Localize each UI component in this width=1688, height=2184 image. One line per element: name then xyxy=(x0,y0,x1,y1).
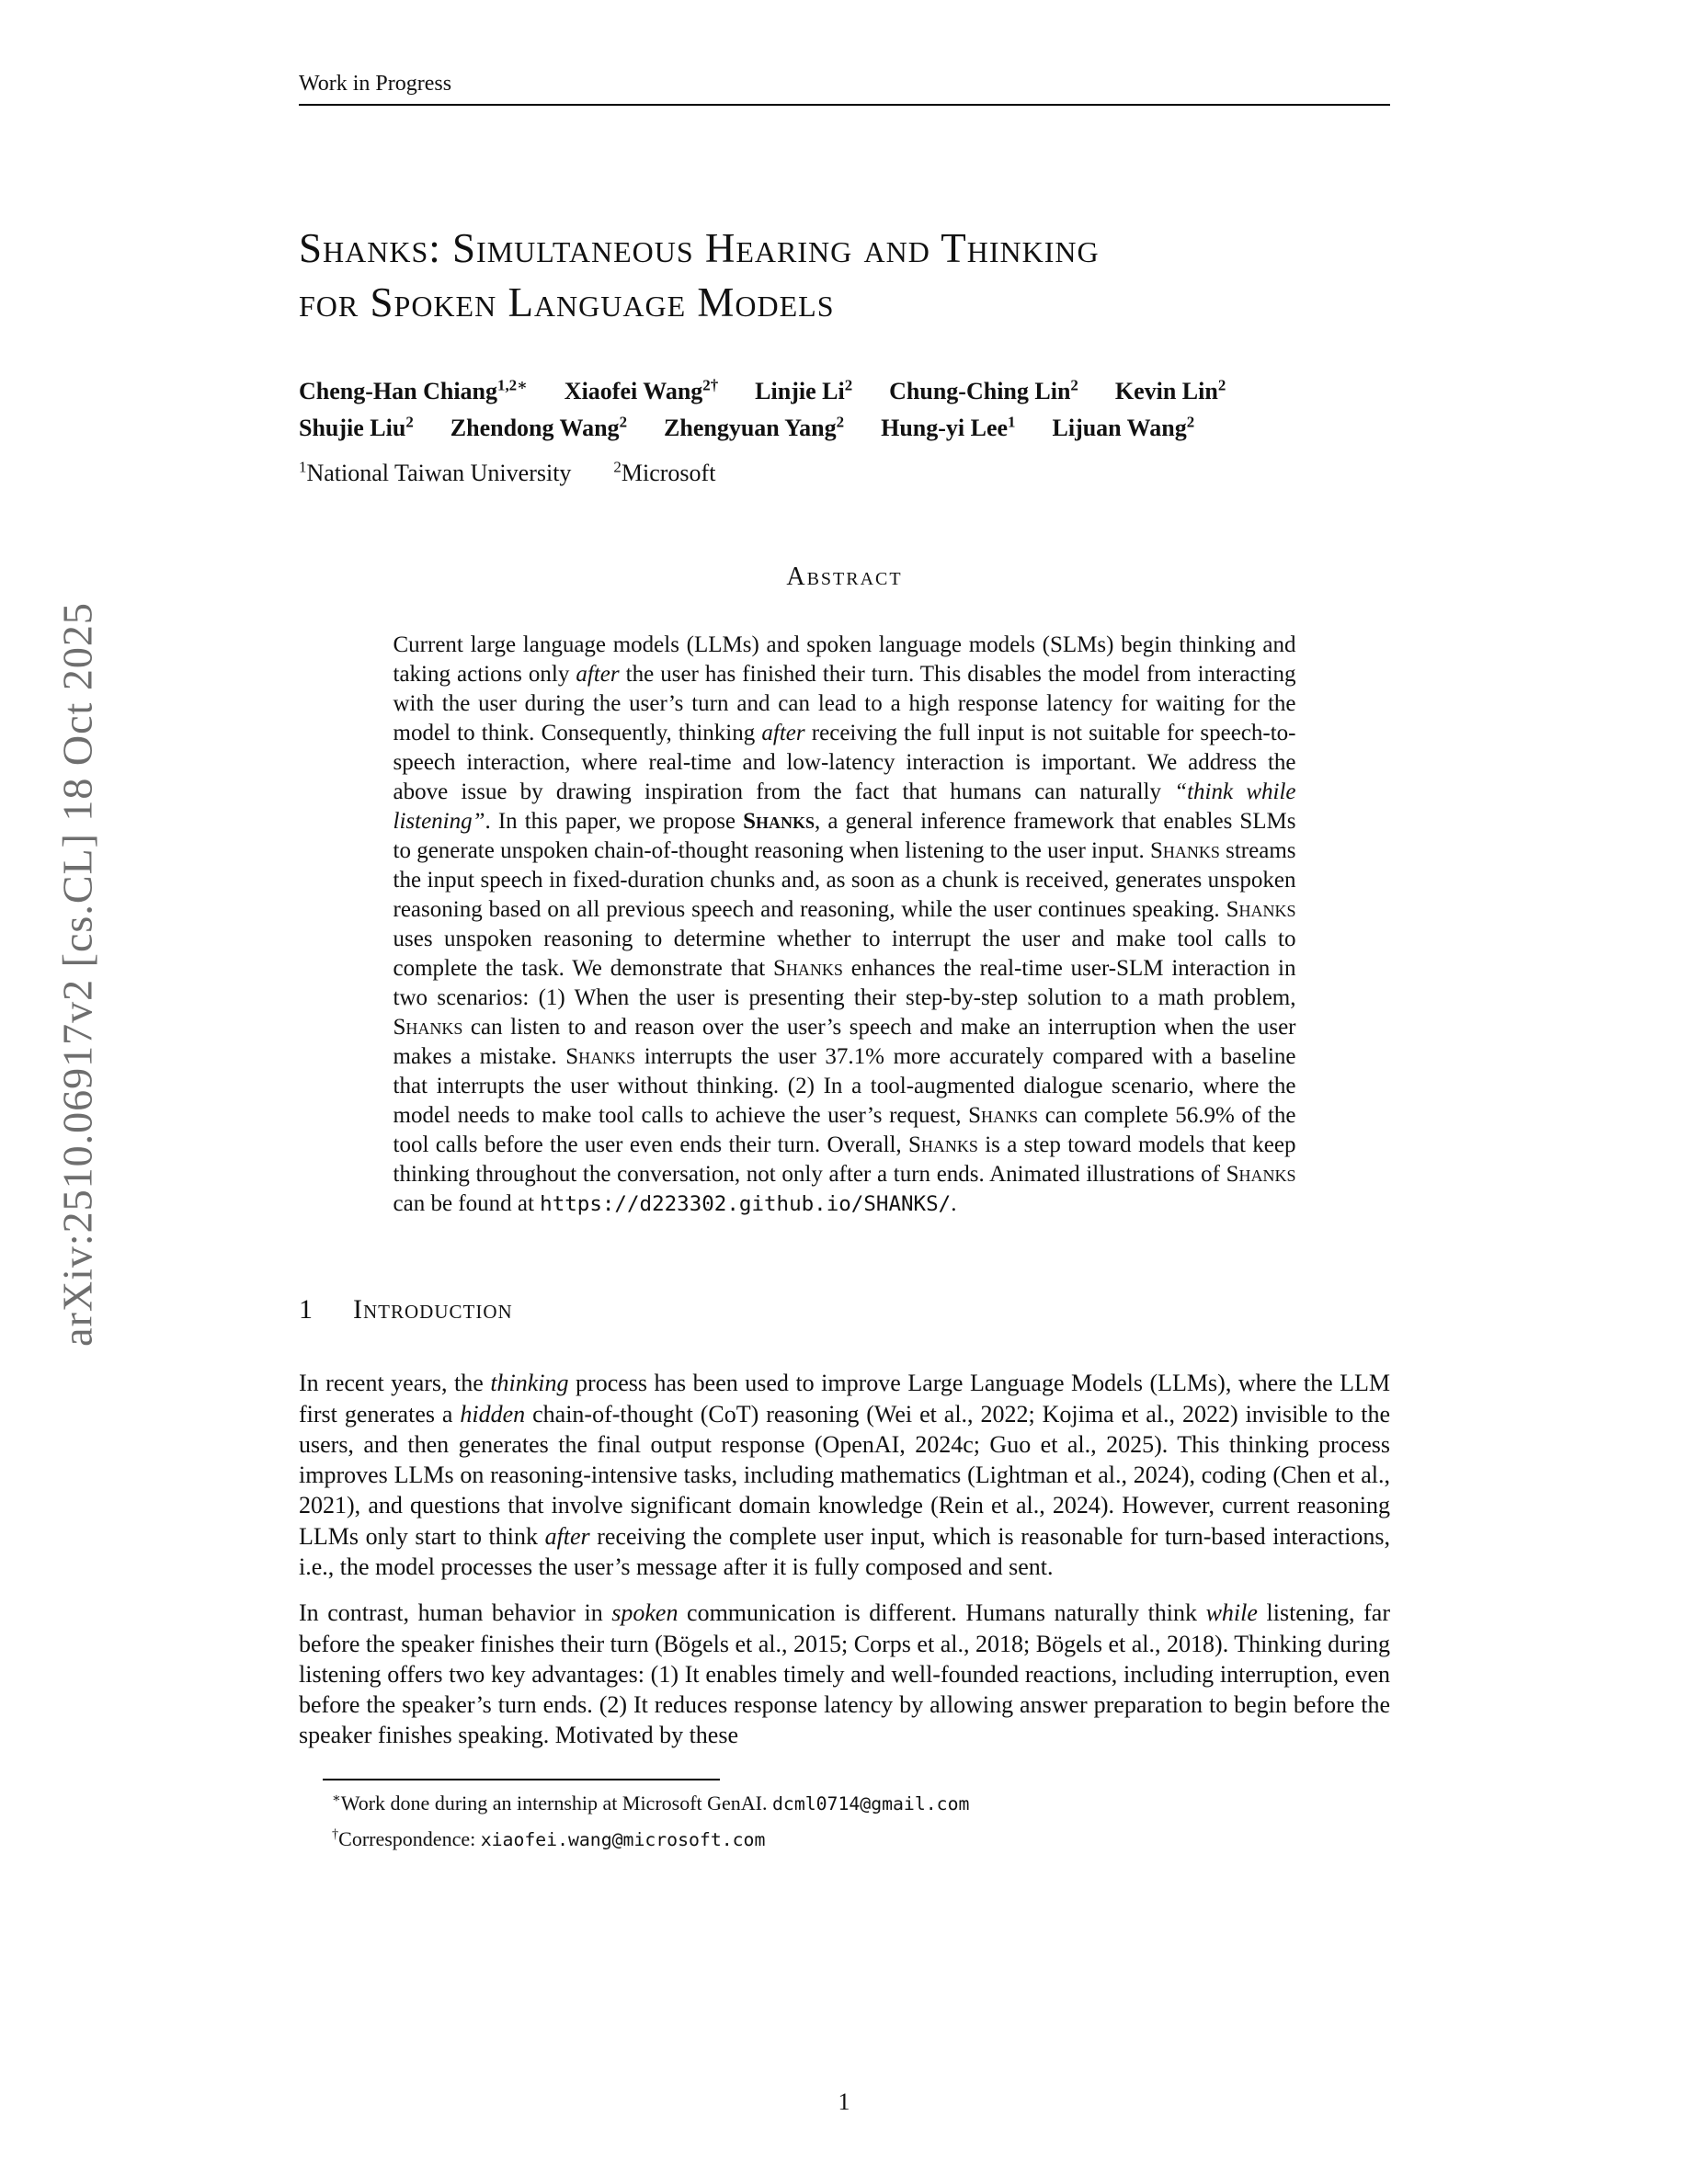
section-number: 1 xyxy=(299,1294,313,1325)
text-run: communication is different. Humans naturally think xyxy=(678,1599,1206,1627)
section-title: Introduction xyxy=(353,1294,513,1325)
footnotes xyxy=(299,1779,1390,1852)
author-name: Kevin Lin xyxy=(1114,377,1218,404)
text-run: streams the input speech in fixed-duration chunks and, as soon as a chunk is received, generates unspoken reasoning based on all previous speech and reasoning, while the user continues speaking. xyxy=(393,838,1296,923)
author-name: Shujie Liu xyxy=(299,415,406,442)
text-run: the user has finished their turn. This disables the model from interacting with the user during the user’s turn and can lead to a high response latency for waiting for the model to think. Consequently, thinking xyxy=(393,662,1296,746)
author-name: Lijuan Wang xyxy=(1052,415,1187,442)
footnote-2 xyxy=(299,1826,1390,1852)
text-run: . In this paper, we propose xyxy=(485,809,744,835)
footnote-1 xyxy=(299,1790,1390,1816)
title-line-2: for Spoken Language Models xyxy=(299,279,835,326)
text-run: In contrast, human behavior in xyxy=(299,1599,612,1627)
text-run: interrupts the user 37.1% more accurately compared with a baseline that interrupts the user without thinking. (2) In a tool-augmented dialogue scenario, where the model needs to make tool calls to achieve the user’s request, xyxy=(393,1044,1296,1129)
text-run: receiving the full input is not suitable for speech-to-speech interaction, where real-time and low-latency interaction is important. We address the above issue by drawing inspiration from the fact that humans can naturally xyxy=(393,721,1296,805)
intro-paragraph-2 xyxy=(299,1598,1390,1750)
affiliation-name: National Taiwan University xyxy=(306,460,572,487)
author-cheng-han-chiang xyxy=(299,373,528,410)
text-run: can listen to and reason over the user’s speech and make an interruption when the user makes a mistake. xyxy=(393,1015,1296,1070)
author-superscript: 2 xyxy=(1217,376,1226,394)
text-run: listening, far before the speaker finishes their turn (Bögels et al., 2015; Corps et al., 2018; Bögels et al., 2018). Thinking during listening offers two key advantages: (1) It enables timely and well-founded reactions, including interruption, even before the speaker’s turn ends. (2) It reduces response latency by allowing answer preparation to begin before the speaker finishes speaking. Motivated by these xyxy=(299,1599,1390,1749)
author-block xyxy=(299,373,1390,448)
author-row-2 xyxy=(299,410,1390,447)
shanks-demo-link[interactable]: https://d223302.github.io/SHANKS/ xyxy=(540,1192,952,1217)
text-run: Correspondence: xyxy=(338,1826,481,1850)
text-run: . xyxy=(951,1191,957,1217)
author-superscript: 2 xyxy=(405,413,414,431)
abstract-heading: Abstract xyxy=(786,563,903,592)
text-run: after xyxy=(544,1522,590,1550)
text-run: can be found at xyxy=(393,1191,541,1217)
author-superscript: 2† xyxy=(702,376,719,394)
text-run: Shanks xyxy=(968,1103,1039,1129)
text-run: spoken xyxy=(611,1599,679,1627)
text-run: Shanks xyxy=(1149,838,1220,864)
paper-title xyxy=(299,222,1390,331)
running-header-text: Work in Progress xyxy=(299,72,452,96)
affiliation-superscript: 2 xyxy=(613,458,622,476)
author-xiaofei-wang xyxy=(565,373,718,410)
text-run: after xyxy=(576,662,620,688)
author-shujie-liu xyxy=(299,410,414,447)
author-lijuan-wang xyxy=(1053,410,1195,447)
page-number: 1 xyxy=(838,2088,850,2115)
author-name: Chung-Ching Lin xyxy=(889,377,1071,404)
author-zhengyuan-yang xyxy=(664,410,844,447)
author-superscript: 1,2∗ xyxy=(497,376,528,394)
text-run: hidden xyxy=(460,1400,526,1428)
author-linjie-li xyxy=(755,373,852,410)
text-run: while xyxy=(1205,1599,1258,1627)
affiliation-superscript: 1 xyxy=(299,458,307,476)
arxiv-stamp: arXiv:2510.06917v2 [cs.CL] 18 Oct 2025 xyxy=(53,602,101,1347)
affiliations xyxy=(299,460,1390,487)
text-run: after xyxy=(761,721,805,746)
title-line-1: Shanks: Simultaneous Hearing and Thinking xyxy=(299,225,1100,271)
text-run: enhances the real-time user-SLM interaction in two scenarios: (1) When the user is presenting their step-by-step solution to a math problem, xyxy=(393,956,1296,1011)
author-zhendong-wang xyxy=(451,410,627,447)
author-name: Linjie Li xyxy=(755,377,845,404)
text-run: Shanks xyxy=(565,1044,636,1070)
text-run: thinking xyxy=(490,1370,569,1397)
author-name: Cheng-Han Chiang xyxy=(299,377,497,404)
author-name: Hung-yi Lee xyxy=(881,415,1009,442)
text-run: Current large language models (LLMs) and spoken language models (SLMs) begin thinking and taking actions only xyxy=(393,632,1296,688)
footnote-rule xyxy=(323,1779,720,1780)
correspondence-email-link[interactable]: xiaofei.wang@microsoft.com xyxy=(480,1828,766,1850)
text-run: receiving the complete user input, which is reasonable for turn-based interactions, i.e., the model processes the user’s message after it is fully composed and sent. xyxy=(299,1522,1390,1580)
author-hung-yi-lee xyxy=(881,410,1015,447)
text-run: Shanks xyxy=(773,956,843,982)
affiliation-name: Microsoft xyxy=(621,460,716,487)
text-run: chain-of-thought (CoT) reasoning (Wei et al., 2022; Kojima et al., 2022) invisible to the users, and then generates the final output response (OpenAI, 2024c; Guo et al., 2025). This thinking process improves LLMs on reasoning-intensive tasks, including mathematics (Lightman et al., 2024), coding (Chen et al., 2021), and questions that involve significant domain knowledge (Rein et al., 2024). However, current reasoning LLMs only start to think xyxy=(299,1400,1390,1550)
running-header xyxy=(299,72,1390,106)
affiliation-ntu xyxy=(299,460,571,487)
text-run: process has been used to improve Large Language Models (LLMs), where the LLM first generates a xyxy=(299,1370,1390,1428)
page-content xyxy=(299,72,1390,1852)
text-run: uses unspoken reasoning to determine whether to interrupt the user and make tool calls to complete the task. We demonstrate that xyxy=(393,927,1296,982)
internship-email-link[interactable]: dcml0714@gmail.com xyxy=(772,1792,970,1814)
author-superscript: 2 xyxy=(1070,376,1078,394)
text-run: , a general inference framework that enables SLMs to generate unspoken chain-of-thought reasoning when listening to the user input. xyxy=(393,809,1296,864)
affiliation-microsoft xyxy=(613,460,715,487)
author-name: Zhendong Wang xyxy=(450,415,620,442)
text-run: can complete 56.9% of the tool calls before the user even ends their turn. Overall, xyxy=(393,1103,1296,1158)
author-name: Xiaofei Wang xyxy=(564,377,703,404)
intro-paragraph-1 xyxy=(299,1368,1390,1582)
author-superscript: 1 xyxy=(1008,413,1016,431)
text-run: ∗ xyxy=(332,1791,341,1806)
author-chung-ching-lin xyxy=(889,373,1078,410)
text-run: “think while listening” xyxy=(393,779,1296,835)
section-heading-introduction xyxy=(299,1294,1390,1325)
author-superscript: 2 xyxy=(619,413,628,431)
text-run: Shanks xyxy=(907,1132,978,1158)
text-run: Shanks xyxy=(743,809,815,835)
text-run: † xyxy=(332,1826,339,1842)
text-run: Work done during an internship at Microsoft GenAI. xyxy=(340,1791,773,1814)
text-run: Shanks xyxy=(1226,897,1296,923)
abstract-text xyxy=(393,631,1296,1219)
author-superscript: 2 xyxy=(836,413,845,431)
author-kevin-lin xyxy=(1115,373,1226,410)
text-run: is a step toward models that keep thinking throughout the conversation, not only after a turn ends. Animated illustrations of xyxy=(393,1132,1296,1188)
text-run: In recent years, the xyxy=(299,1370,491,1397)
text-run: Shanks xyxy=(393,1015,463,1041)
author-superscript: 2 xyxy=(1186,413,1195,431)
author-name: Zhengyuan Yang xyxy=(664,415,837,442)
author-row-1 xyxy=(299,373,1390,410)
text-run: Shanks xyxy=(1226,1162,1296,1188)
author-superscript: 2 xyxy=(844,376,853,394)
